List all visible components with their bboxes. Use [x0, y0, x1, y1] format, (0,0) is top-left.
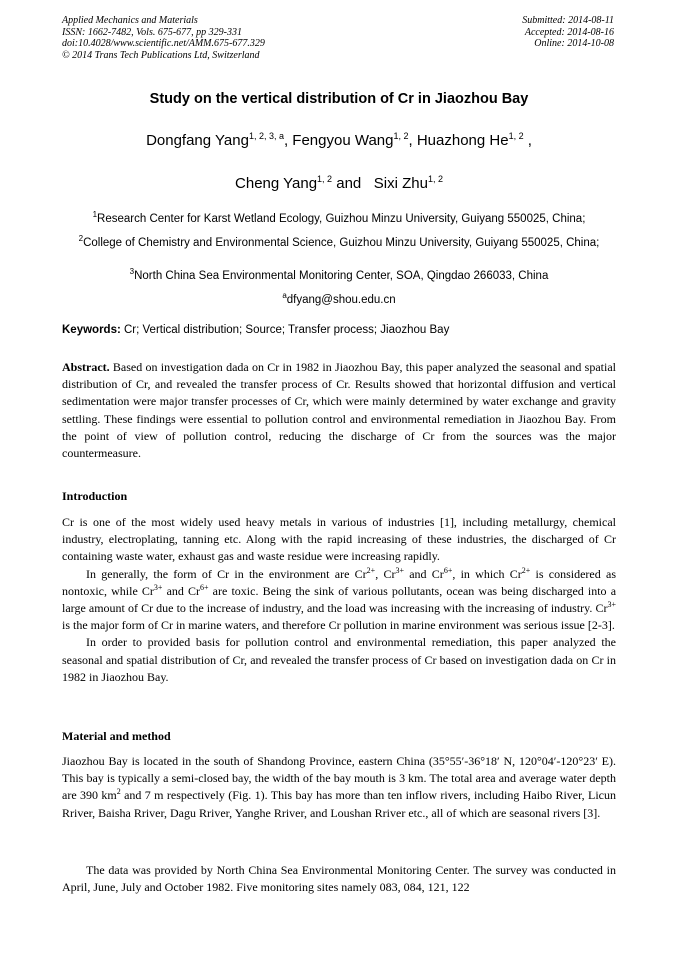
intro-paragraph-3: In order to provided basis for pollution control and environmental remediation, this paper analyzed the seasonal and spatial distribution of Cr, and revealed the transfer process of Cr based on investigation dada on Cr in 1982 in Jiaozhou Bay.: [62, 635, 616, 684]
email-text[interactable]: dfyang@shou.edu.cn: [286, 293, 396, 306]
copyright-line: © 2014 Trans Tech Publications Ltd, Switzerland: [62, 49, 260, 61]
keywords-label: Keywords:: [62, 324, 121, 336]
abstract-label: Abstract.: [62, 360, 110, 374]
affiliation-marker: 1: [92, 210, 98, 219]
journal-info: [62, 15, 265, 61]
keywords-text: Cr; Vertical distribution; Source; Transfer process; Jiaozhou Bay: [120, 324, 450, 336]
affiliation-1: [62, 207, 616, 227]
affiliation-3: [62, 264, 616, 284]
affiliation-text: Research Center for Karst Wetland Ecology, Guizhou Minzu University, Guiyang 550025, China;: [97, 212, 586, 225]
paper-title: Study on the vertical distribution of Cr in Jiaozhou Bay: [149, 91, 529, 107]
author-line-2: [0, 174, 678, 192]
introduction-body: [62, 514, 616, 686]
abstract-text: Based on investigation dada on Cr in 1982 in Jiaozhou Bay, this paper analyzed the seasonal and spatial distribution of Cr, and revealed the transfer process of Cr. Results showed that horizontal diffusion and vertical sedimentation were major transfer processes of Cr, which were mainly determined by water exchange and gravity settling. These findings were essential to pollution control and environmental remediation in Jiaozhou Bay. From the point of view of pollution control, reducing the discharge of Cr from the sources was the major countermeasure.: [62, 360, 616, 461]
author-and: and: [332, 175, 366, 192]
submission-dates: [522, 15, 614, 50]
email-marker: a: [282, 291, 287, 300]
intro-paragraph-1: Cr is one of the most widely used heavy metals in various of industries [1], including metallurgy, chemical industry, electroplating, tanning etc. Along with the rapid increasing of these industries, the discharged of Cr containing waste water, exhaust gas and waste residue were increasing rapidly.: [62, 515, 616, 564]
journal-name: Applied Mechanics and Materials: [62, 15, 198, 26]
author-affil: 1, 2: [508, 131, 524, 141]
author-affil: 1, 2: [393, 131, 409, 141]
introduction-heading: Introduction: [62, 489, 128, 503]
author-email: [62, 288, 616, 308]
author-affil: 1, 2: [317, 174, 333, 184]
doi-line: doi:10.4028/www.scientific.net/AMM.675-677.329: [62, 38, 265, 49]
submitted-date: Submitted: 2014-08-11: [522, 15, 614, 26]
material-method-paragraph-2: The data was provided by North China Sea Environmental Monitoring Center. The survey was conducted in April, June, July and October 1982. Five monitoring sites namely 083, 084, 121, 122: [62, 863, 616, 895]
abstract: [62, 359, 616, 462]
material-method-heading: Material and method: [62, 729, 171, 743]
keywords: [62, 324, 616, 336]
author-name: , Huazhong He: [408, 132, 509, 149]
author-affil: 1, 2: [427, 174, 443, 184]
author-name: Sixi Zhu: [373, 175, 428, 192]
author-line-1: [0, 131, 678, 149]
issn-line: ISSN: 1662-7482, Vols. 675-677, pp 329-331: [62, 26, 242, 38]
author-sep: ,: [523, 132, 532, 149]
affiliation-marker: 3: [129, 267, 135, 276]
author-name: , Fengyou Wang: [283, 132, 394, 149]
author-affil: 1, 2, 3, a: [248, 131, 284, 141]
accepted-date: Accepted: 2014-08-16: [524, 26, 614, 38]
affiliation-text: North China Sea Environmental Monitoring Center, SOA, Qingdao 266033, China: [134, 269, 549, 282]
affiliation-text: College of Chemistry and Environmental Science, Guizhou Minzu University, Guiyang 550025, China;: [83, 236, 600, 249]
online-date: Online: 2014-10-08: [534, 38, 614, 49]
intro-paragraph-2: In generally, the form of Cr in the environment are $Cr^{2+}$, $Cr^{3+}$ and $Cr^{6+}$, in which $Cr^{2+}$ is considered as nontoxic, while $Cr^{3+}$ and $Cr^{6+}$ are toxic. Being the sink of various pollutants, ocean was being discharged into a large amount of Cr due to the increase of industry, and the load was increasing with the increasing of industry. $Cr^{3+}$ is the major form of Cr in marine waters, and therefore Cr pollution in marine environment was serious issue [2-3].: [62, 565, 617, 633]
affiliation-marker: 2: [78, 234, 84, 243]
material-method-paragraph-1: Jiaozhou Bay is located in the south of Shandong Province, eastern China (35°55′-36°18′ N, 120°04′-120°23′ E). This bay is typically a semi-closed bay, the width of the bay mouth is 3 km. The total area and average water depth are 390 $km^2$ and 7 m respectively (Fig. 1). This bay has more than ten inflow rivers, including Haibo River, Licun Rriver, Baisha Rriver, Dagu Rriver, Yanghe Rriver, and Loushan Rriver etc., all of which are seasonal rivers [3].: [62, 754, 616, 820]
author-name: Dongfang Yang: [146, 132, 249, 149]
affiliation-2: [62, 231, 616, 251]
author-name: Cheng Yang: [235, 175, 318, 192]
